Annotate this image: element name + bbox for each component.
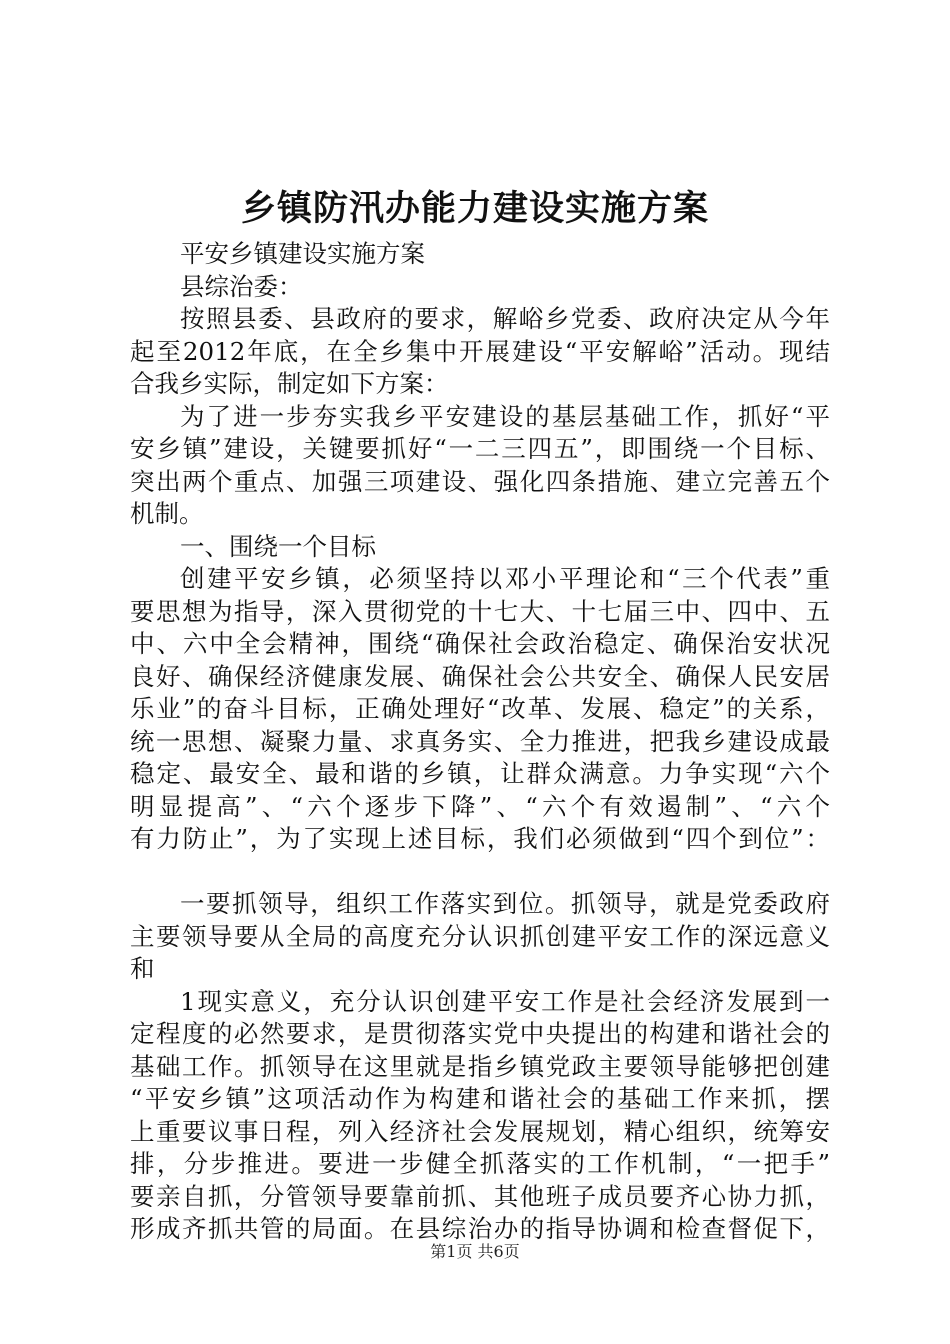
document-body — [130, 238, 830, 1246]
text-line: 平安乡镇建设实施方案 — [180, 239, 425, 268]
document-title: 乡镇防汛办能力建设实施方案 — [240, 188, 709, 229]
text-line: 按照县委、县政府的要求，解峪乡党委、政府决定从今年 — [180, 304, 830, 333]
text-line: 排，分步推进。要进一步健全抓落实的工作机制，“一把手” — [130, 1149, 830, 1178]
text-line: 一要抓领导，组织工作落实到位。抓领导，就是党委政府 — [180, 889, 830, 918]
text-line: 县综治委： — [180, 271, 303, 301]
text-line: “平安乡镇”这项活动作为构建和谐社会的基础工作来抓，摆 — [130, 1084, 830, 1113]
text-line: 定程度的必然要求，是贯彻落实党中央提出的构建和谐社会的 — [130, 1019, 830, 1048]
text-line: 乐业”的奋斗目标，正确处理好“改革、发展、稳定”的关系， — [130, 694, 830, 723]
text-line: 稳定、最安全、最和谐的乡镇，让群众满意。力争实现“六个 — [130, 759, 830, 788]
text-line: 创建平安乡镇，必须坚持以邓小平理论和“三个代表”重 — [180, 564, 830, 593]
text-line: 安乡镇”建设，关键要抓好“一二三四五”，即围绕一个目标、 — [130, 434, 830, 463]
page-footer: 第1页 共6页 — [430, 1242, 520, 1261]
text-line: 形成齐抓共管的局面。在县综治办的指导协调和检查督促下， — [130, 1214, 830, 1243]
text-line: 要亲自抓，分管领导要靠前抓、其他班子成员要齐心协力抓， — [130, 1181, 830, 1211]
text-line: 机制。 — [130, 499, 204, 528]
text-line — [130, 856, 830, 889]
text-line: 有力防止”，为了实现上述目标，我们必须做到“四个到位”： — [130, 824, 830, 853]
text-line: 合我乡实际，制定如下方案： — [130, 369, 449, 398]
text-line: 良好、确保经济健康发展、确保社会公共安全、确保人民安居 — [130, 661, 830, 691]
text-line: 基础工作。抓领导在这里就是指乡镇党政主要领导能够把创建 — [130, 1051, 830, 1081]
text-line: 一、围绕一个目标 — [180, 531, 376, 561]
text-line: 为了进一步夯实我乡平安建设的基层基础工作，抓好“平 — [180, 401, 830, 431]
text-line: 1现实意义，充分认识创建平安工作是社会经济发展到一 — [180, 986, 830, 1016]
text-line: 起至2012年底，在全乡集中开展建设“平安解峪”活动。现结 — [130, 336, 830, 366]
text-line: 突出两个重点、加强三项建设、强化四条措施、建立完善五个 — [130, 466, 830, 496]
text-line: 明显提高”、“六个逐步下降”、“六个有效遏制”、“六个 — [130, 791, 830, 821]
text-line: 上重要议事日程，列入经济社会发展规划，精心组织，统筹安 — [130, 1116, 830, 1146]
text-line: 中、六中全会精神，围绕“确保社会政治稳定、确保治安状况 — [130, 629, 830, 658]
text-line: 主要领导要从全局的高度充分认识抓创建平安工作的深远意义 — [130, 921, 830, 951]
text-line: 和 — [130, 954, 155, 983]
text-line: 要思想为指导，深入贯彻党的十七大、十七届三中、四中、五 — [130, 596, 830, 626]
text-line: 统一思想、凝聚力量、求真务实、全力推进，把我乡建设成最 — [130, 726, 830, 756]
